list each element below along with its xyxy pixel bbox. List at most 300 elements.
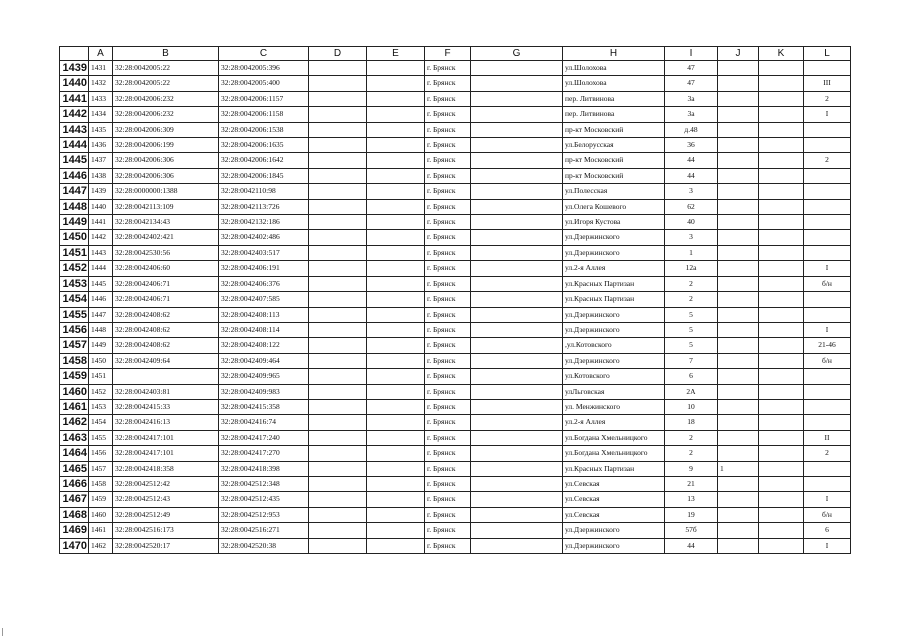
- cell-i[interactable]: 18: [665, 415, 718, 430]
- row-number[interactable]: 1440: [60, 76, 89, 91]
- cell-d[interactable]: [309, 461, 367, 476]
- cell-i[interactable]: 44: [665, 153, 718, 168]
- cell-f[interactable]: г. Брянск: [425, 245, 471, 260]
- cell-l[interactable]: 2: [804, 91, 851, 106]
- cell-f[interactable]: г. Брянск: [425, 492, 471, 507]
- cell-h[interactable]: ул.Олега Кошевого: [563, 199, 665, 214]
- cell-h[interactable]: ул.Дзержинского: [563, 353, 665, 368]
- cell-d[interactable]: [309, 184, 367, 199]
- cell-j[interactable]: [718, 153, 759, 168]
- cell-a[interactable]: 1457: [89, 461, 113, 476]
- cell-h[interactable]: ул.Дзержинского: [563, 523, 665, 538]
- cell-h[interactable]: ул.Белорусская: [563, 138, 665, 153]
- cell-i[interactable]: 3: [665, 184, 718, 199]
- cell-b[interactable]: 32:28:0042005:22: [113, 76, 219, 91]
- cell-c[interactable]: 32:28:0042516:271: [219, 523, 309, 538]
- cell-f[interactable]: г. Брянск: [425, 430, 471, 445]
- cell-g[interactable]: [471, 292, 563, 307]
- row-number[interactable]: 1448: [60, 199, 89, 214]
- cell-b[interactable]: 32:28:0042415:33: [113, 399, 219, 414]
- cell-h[interactable]: ул.Котовского: [563, 369, 665, 384]
- cell-j[interactable]: [718, 523, 759, 538]
- cell-a[interactable]: 1440: [89, 199, 113, 214]
- cell-e[interactable]: [367, 338, 425, 353]
- cell-j[interactable]: [718, 476, 759, 491]
- cell-b[interactable]: 32:28:0042512:43: [113, 492, 219, 507]
- cell-i[interactable]: 2: [665, 276, 718, 291]
- cell-g[interactable]: [471, 507, 563, 522]
- cell-h[interactable]: ул.Дзержинского: [563, 245, 665, 260]
- cell-b[interactable]: 32:28:0042006:199: [113, 138, 219, 153]
- cell-l[interactable]: 6: [804, 523, 851, 538]
- cell-f[interactable]: г. Брянск: [425, 322, 471, 337]
- cell-e[interactable]: [367, 369, 425, 384]
- cell-d[interactable]: [309, 168, 367, 183]
- column-header-e[interactable]: E: [367, 47, 425, 61]
- cell-l[interactable]: 21-46: [804, 338, 851, 353]
- cell-i[interactable]: 36: [665, 138, 718, 153]
- cell-j[interactable]: [718, 369, 759, 384]
- cell-d[interactable]: [309, 107, 367, 122]
- cell-i[interactable]: 3: [665, 230, 718, 245]
- cell-d[interactable]: [309, 307, 367, 322]
- cell-l[interactable]: [804, 292, 851, 307]
- cell-f[interactable]: г. Брянск: [425, 461, 471, 476]
- cell-a[interactable]: 1453: [89, 399, 113, 414]
- cell-l[interactable]: [804, 138, 851, 153]
- cell-f[interactable]: г. Брянск: [425, 292, 471, 307]
- cell-c[interactable]: 32:28:0042416:74: [219, 415, 309, 430]
- cell-a[interactable]: 1459: [89, 492, 113, 507]
- cell-i[interactable]: 1: [665, 245, 718, 260]
- cell-b[interactable]: 32:28:0042406:71: [113, 276, 219, 291]
- cell-d[interactable]: [309, 538, 367, 553]
- cell-h[interactable]: улЛьговская: [563, 384, 665, 399]
- cell-k[interactable]: [759, 307, 804, 322]
- cell-k[interactable]: [759, 261, 804, 276]
- cell-g[interactable]: [471, 322, 563, 337]
- cell-g[interactable]: [471, 276, 563, 291]
- cell-j[interactable]: [718, 199, 759, 214]
- cell-j[interactable]: [718, 415, 759, 430]
- cell-c[interactable]: 32:28:0042409:965: [219, 369, 309, 384]
- cell-k[interactable]: [759, 538, 804, 553]
- cell-f[interactable]: г. Брянск: [425, 523, 471, 538]
- cell-j[interactable]: [718, 430, 759, 445]
- cell-b[interactable]: 32:28:0042408:62: [113, 322, 219, 337]
- cell-e[interactable]: [367, 261, 425, 276]
- cell-b[interactable]: 32:28:0042418:358: [113, 461, 219, 476]
- cell-a[interactable]: 1434: [89, 107, 113, 122]
- cell-l[interactable]: [804, 230, 851, 245]
- cell-b[interactable]: 32:28:0042403:81: [113, 384, 219, 399]
- cell-c[interactable]: 32:28:0042512:435: [219, 492, 309, 507]
- cell-g[interactable]: [471, 215, 563, 230]
- cell-a[interactable]: 1456: [89, 446, 113, 461]
- cell-b[interactable]: 32:28:0042402:421: [113, 230, 219, 245]
- cell-e[interactable]: [367, 276, 425, 291]
- cell-k[interactable]: [759, 138, 804, 153]
- cell-e[interactable]: [367, 523, 425, 538]
- row-number[interactable]: 1451: [60, 245, 89, 260]
- cell-e[interactable]: [367, 538, 425, 553]
- cell-i[interactable]: 10: [665, 399, 718, 414]
- cell-g[interactable]: [471, 199, 563, 214]
- cell-c[interactable]: 32:28:0042005:396: [219, 61, 309, 76]
- column-header-g[interactable]: G: [471, 47, 563, 61]
- cell-d[interactable]: [309, 322, 367, 337]
- cell-j[interactable]: [718, 292, 759, 307]
- cell-d[interactable]: [309, 446, 367, 461]
- cell-f[interactable]: г. Брянск: [425, 184, 471, 199]
- cell-e[interactable]: [367, 230, 425, 245]
- cell-k[interactable]: [759, 184, 804, 199]
- cell-c[interactable]: 32:28:0042006:1538: [219, 122, 309, 137]
- cell-k[interactable]: [759, 369, 804, 384]
- row-number[interactable]: 1467: [60, 492, 89, 507]
- cell-j[interactable]: [718, 168, 759, 183]
- cell-k[interactable]: [759, 153, 804, 168]
- cell-l[interactable]: I: [804, 107, 851, 122]
- cell-j[interactable]: [718, 230, 759, 245]
- cell-e[interactable]: [367, 76, 425, 91]
- cell-j[interactable]: [718, 384, 759, 399]
- cell-h[interactable]: пер. Литвинова: [563, 91, 665, 106]
- cell-l[interactable]: I: [804, 261, 851, 276]
- cell-j[interactable]: [718, 215, 759, 230]
- cell-l[interactable]: [804, 168, 851, 183]
- cell-b[interactable]: 32:28:0042520:17: [113, 538, 219, 553]
- row-number[interactable]: 1446: [60, 168, 89, 183]
- cell-b[interactable]: 32:28:0042006:306: [113, 153, 219, 168]
- cell-i[interactable]: 2: [665, 446, 718, 461]
- cell-g[interactable]: [471, 138, 563, 153]
- row-number[interactable]: 1449: [60, 215, 89, 230]
- row-number[interactable]: 1464: [60, 446, 89, 461]
- cell-l[interactable]: [804, 61, 851, 76]
- cell-c[interactable]: 32:28:0042006:1635: [219, 138, 309, 153]
- cell-k[interactable]: [759, 523, 804, 538]
- cell-j[interactable]: [718, 538, 759, 553]
- cell-l[interactable]: [804, 384, 851, 399]
- row-number[interactable]: 1462: [60, 415, 89, 430]
- row-number[interactable]: 1459: [60, 369, 89, 384]
- cell-l[interactable]: [804, 461, 851, 476]
- cell-g[interactable]: [471, 76, 563, 91]
- cell-h[interactable]: пр-кт Московский: [563, 122, 665, 137]
- cell-c[interactable]: 32:28:0042006:1157: [219, 91, 309, 106]
- cell-c[interactable]: 32:28:0042406:191: [219, 261, 309, 276]
- cell-b[interactable]: 32:28:0042134:43: [113, 215, 219, 230]
- corner-header[interactable]: [60, 47, 89, 61]
- cell-k[interactable]: [759, 292, 804, 307]
- row-number[interactable]: 1468: [60, 507, 89, 522]
- cell-b[interactable]: 32:28:0042113:109: [113, 199, 219, 214]
- cell-i[interactable]: 6: [665, 369, 718, 384]
- cell-d[interactable]: [309, 430, 367, 445]
- cell-a[interactable]: 1452: [89, 384, 113, 399]
- row-number[interactable]: 1442: [60, 107, 89, 122]
- cell-a[interactable]: 1446: [89, 292, 113, 307]
- cell-c[interactable]: 32:28:0042006:1158: [219, 107, 309, 122]
- cell-e[interactable]: [367, 215, 425, 230]
- cell-j[interactable]: [718, 91, 759, 106]
- cell-b[interactable]: 32:28:0042512:49: [113, 507, 219, 522]
- cell-a[interactable]: 1437: [89, 153, 113, 168]
- cell-c[interactable]: 32:28:0042006:1845: [219, 168, 309, 183]
- cell-a[interactable]: 1450: [89, 353, 113, 368]
- cell-c[interactable]: 32:28:0042417:240: [219, 430, 309, 445]
- row-number[interactable]: 1447: [60, 184, 89, 199]
- cell-g[interactable]: [471, 399, 563, 414]
- cell-a[interactable]: 1438: [89, 168, 113, 183]
- cell-h[interactable]: пер. Литвинова: [563, 107, 665, 122]
- cell-i[interactable]: 13: [665, 492, 718, 507]
- cell-g[interactable]: [471, 230, 563, 245]
- cell-j[interactable]: [718, 492, 759, 507]
- cell-d[interactable]: [309, 369, 367, 384]
- cell-g[interactable]: [471, 476, 563, 491]
- cell-g[interactable]: [471, 91, 563, 106]
- column-header-a[interactable]: A: [89, 47, 113, 61]
- cell-i[interactable]: 7: [665, 353, 718, 368]
- cell-h[interactable]: ул.Севская: [563, 492, 665, 507]
- cell-h[interactable]: ул.Красных Партизан: [563, 461, 665, 476]
- column-header-c[interactable]: C: [219, 47, 309, 61]
- cell-d[interactable]: [309, 230, 367, 245]
- cell-c[interactable]: 32:28:0042520:38: [219, 538, 309, 553]
- cell-g[interactable]: [471, 415, 563, 430]
- cell-i[interactable]: 5: [665, 338, 718, 353]
- cell-k[interactable]: [759, 276, 804, 291]
- cell-e[interactable]: [367, 199, 425, 214]
- cell-e[interactable]: [367, 138, 425, 153]
- cell-d[interactable]: [309, 138, 367, 153]
- cell-d[interactable]: [309, 91, 367, 106]
- cell-c[interactable]: 32:28:0042417:270: [219, 446, 309, 461]
- cell-i[interactable]: 2: [665, 292, 718, 307]
- cell-g[interactable]: [471, 184, 563, 199]
- cell-h[interactable]: ул.Дзержинского: [563, 230, 665, 245]
- cell-d[interactable]: [309, 415, 367, 430]
- cell-e[interactable]: [367, 91, 425, 106]
- cell-h[interactable]: ул.Полесская: [563, 184, 665, 199]
- cell-b[interactable]: 32:28:0042409:64: [113, 353, 219, 368]
- cell-e[interactable]: [367, 492, 425, 507]
- cell-l[interactable]: [804, 122, 851, 137]
- cell-e[interactable]: [367, 122, 425, 137]
- cell-a[interactable]: 1451: [89, 369, 113, 384]
- cell-i[interactable]: 40: [665, 215, 718, 230]
- cell-h[interactable]: ул.Красных Партизан: [563, 276, 665, 291]
- cell-f[interactable]: г. Брянск: [425, 168, 471, 183]
- cell-k[interactable]: [759, 399, 804, 414]
- cell-d[interactable]: [309, 61, 367, 76]
- cell-f[interactable]: г. Брянск: [425, 399, 471, 414]
- cell-a[interactable]: 1441: [89, 215, 113, 230]
- cell-f[interactable]: г. Брянск: [425, 61, 471, 76]
- row-number[interactable]: 1457: [60, 338, 89, 353]
- row-number[interactable]: 1469: [60, 523, 89, 538]
- cell-b[interactable]: 32:28:0042406:71: [113, 292, 219, 307]
- cell-i[interactable]: 3а: [665, 91, 718, 106]
- cell-c[interactable]: 32:28:0042403:517: [219, 245, 309, 260]
- cell-e[interactable]: [367, 399, 425, 414]
- row-number[interactable]: 1454: [60, 292, 89, 307]
- cell-l[interactable]: [804, 415, 851, 430]
- cell-j[interactable]: [718, 245, 759, 260]
- cell-g[interactable]: [471, 369, 563, 384]
- cell-d[interactable]: [309, 338, 367, 353]
- cell-k[interactable]: [759, 76, 804, 91]
- cell-a[interactable]: 1455: [89, 430, 113, 445]
- cell-f[interactable]: г. Брянск: [425, 261, 471, 276]
- cell-g[interactable]: [471, 61, 563, 76]
- cell-c[interactable]: 32:28:0042113:726: [219, 199, 309, 214]
- cell-g[interactable]: [471, 307, 563, 322]
- cell-l[interactable]: б/н: [804, 276, 851, 291]
- cell-e[interactable]: [367, 353, 425, 368]
- cell-i[interactable]: 5: [665, 322, 718, 337]
- cell-h[interactable]: ул.Дзержинского: [563, 538, 665, 553]
- cell-f[interactable]: г. Брянск: [425, 122, 471, 137]
- column-header-b[interactable]: B: [113, 47, 219, 61]
- cell-k[interactable]: [759, 199, 804, 214]
- cell-h[interactable]: ул. Менжинского: [563, 399, 665, 414]
- cell-b[interactable]: 32:28:0042406:60: [113, 261, 219, 276]
- cell-c[interactable]: 32:28:0042512:953: [219, 507, 309, 522]
- cell-j[interactable]: [718, 276, 759, 291]
- cell-k[interactable]: [759, 230, 804, 245]
- cell-k[interactable]: [759, 384, 804, 399]
- row-number[interactable]: 1458: [60, 353, 89, 368]
- cell-i[interactable]: 57б: [665, 523, 718, 538]
- cell-b[interactable]: 32:28:0000000:1388: [113, 184, 219, 199]
- cell-b[interactable]: 32:28:0042006:232: [113, 91, 219, 106]
- cell-h[interactable]: ул.Красных Партизан: [563, 292, 665, 307]
- cell-c[interactable]: 32:28:0042408:122: [219, 338, 309, 353]
- cell-i[interactable]: 9: [665, 461, 718, 476]
- cell-k[interactable]: [759, 122, 804, 137]
- cell-h[interactable]: ,ул.Котовского: [563, 338, 665, 353]
- cell-a[interactable]: 1435: [89, 122, 113, 137]
- cell-l[interactable]: [804, 184, 851, 199]
- cell-c[interactable]: 32:28:0042006:1642: [219, 153, 309, 168]
- cell-d[interactable]: [309, 261, 367, 276]
- cell-h[interactable]: ул.Шолохова: [563, 76, 665, 91]
- column-header-h[interactable]: H: [563, 47, 665, 61]
- cell-b[interactable]: 32:28:0042408:62: [113, 307, 219, 322]
- cell-k[interactable]: [759, 91, 804, 106]
- cell-f[interactable]: г. Брянск: [425, 91, 471, 106]
- cell-k[interactable]: [759, 215, 804, 230]
- cell-j[interactable]: [718, 307, 759, 322]
- cell-a[interactable]: 1447: [89, 307, 113, 322]
- cell-e[interactable]: [367, 153, 425, 168]
- cell-e[interactable]: [367, 461, 425, 476]
- cell-i[interactable]: 5: [665, 307, 718, 322]
- cell-d[interactable]: [309, 215, 367, 230]
- cell-e[interactable]: [367, 322, 425, 337]
- cell-b[interactable]: 32:28:0042006:309: [113, 122, 219, 137]
- cell-a[interactable]: 1436: [89, 138, 113, 153]
- cell-h[interactable]: ул.Богдана Хмельницкого: [563, 446, 665, 461]
- cell-g[interactable]: [471, 538, 563, 553]
- cell-f[interactable]: г. Брянск: [425, 276, 471, 291]
- row-number[interactable]: 1443: [60, 122, 89, 137]
- column-header-i[interactable]: I: [665, 47, 718, 61]
- cell-d[interactable]: [309, 353, 367, 368]
- cell-g[interactable]: [471, 245, 563, 260]
- cell-l[interactable]: [804, 399, 851, 414]
- cell-d[interactable]: [309, 122, 367, 137]
- cell-f[interactable]: г. Брянск: [425, 538, 471, 553]
- cell-l[interactable]: б/н: [804, 353, 851, 368]
- cell-f[interactable]: г. Брянск: [425, 199, 471, 214]
- cell-a[interactable]: 1431: [89, 61, 113, 76]
- cell-d[interactable]: [309, 507, 367, 522]
- cell-j[interactable]: 1: [718, 461, 759, 476]
- row-number[interactable]: 1470: [60, 538, 89, 553]
- cell-l[interactable]: I: [804, 492, 851, 507]
- row-number[interactable]: 1452: [60, 261, 89, 276]
- cell-l[interactable]: б/н: [804, 507, 851, 522]
- cell-d[interactable]: [309, 384, 367, 399]
- cell-a[interactable]: 1439: [89, 184, 113, 199]
- cell-i[interactable]: 12а: [665, 261, 718, 276]
- cell-e[interactable]: [367, 61, 425, 76]
- cell-h[interactable]: ул.Игоря Кустова: [563, 215, 665, 230]
- cell-a[interactable]: 1454: [89, 415, 113, 430]
- cell-i[interactable]: 21: [665, 476, 718, 491]
- cell-g[interactable]: [471, 122, 563, 137]
- cell-b[interactable]: 32:28:0042005:22: [113, 61, 219, 76]
- cell-h[interactable]: ул.Богдана Хмельницкого: [563, 430, 665, 445]
- cell-l[interactable]: 2: [804, 153, 851, 168]
- cell-i[interactable]: 3а: [665, 107, 718, 122]
- cell-j[interactable]: [718, 399, 759, 414]
- cell-i[interactable]: 2А: [665, 384, 718, 399]
- cell-k[interactable]: [759, 245, 804, 260]
- cell-d[interactable]: [309, 76, 367, 91]
- cell-f[interactable]: г. Брянск: [425, 153, 471, 168]
- cell-g[interactable]: [471, 461, 563, 476]
- cell-l[interactable]: [804, 369, 851, 384]
- cell-k[interactable]: [759, 322, 804, 337]
- cell-f[interactable]: г. Брянск: [425, 215, 471, 230]
- cell-j[interactable]: [718, 107, 759, 122]
- column-header-j[interactable]: J: [718, 47, 759, 61]
- cell-j[interactable]: [718, 138, 759, 153]
- cell-c[interactable]: 32:28:0042409:983: [219, 384, 309, 399]
- cell-g[interactable]: [471, 168, 563, 183]
- cell-h[interactable]: ул.Севская: [563, 507, 665, 522]
- cell-l[interactable]: I: [804, 538, 851, 553]
- cell-a[interactable]: 1458: [89, 476, 113, 491]
- row-number[interactable]: 1461: [60, 399, 89, 414]
- cell-e[interactable]: [367, 384, 425, 399]
- cell-k[interactable]: [759, 492, 804, 507]
- cell-k[interactable]: [759, 353, 804, 368]
- cell-h[interactable]: пр-кт Московский: [563, 153, 665, 168]
- cell-f[interactable]: г. Брянск: [425, 446, 471, 461]
- cell-d[interactable]: [309, 476, 367, 491]
- cell-b[interactable]: 32:28:0042006:232: [113, 107, 219, 122]
- cell-f[interactable]: г. Брянск: [425, 507, 471, 522]
- cell-h[interactable]: пр-кт Московский: [563, 168, 665, 183]
- cell-c[interactable]: 32:28:0042512:348: [219, 476, 309, 491]
- cell-a[interactable]: 1433: [89, 91, 113, 106]
